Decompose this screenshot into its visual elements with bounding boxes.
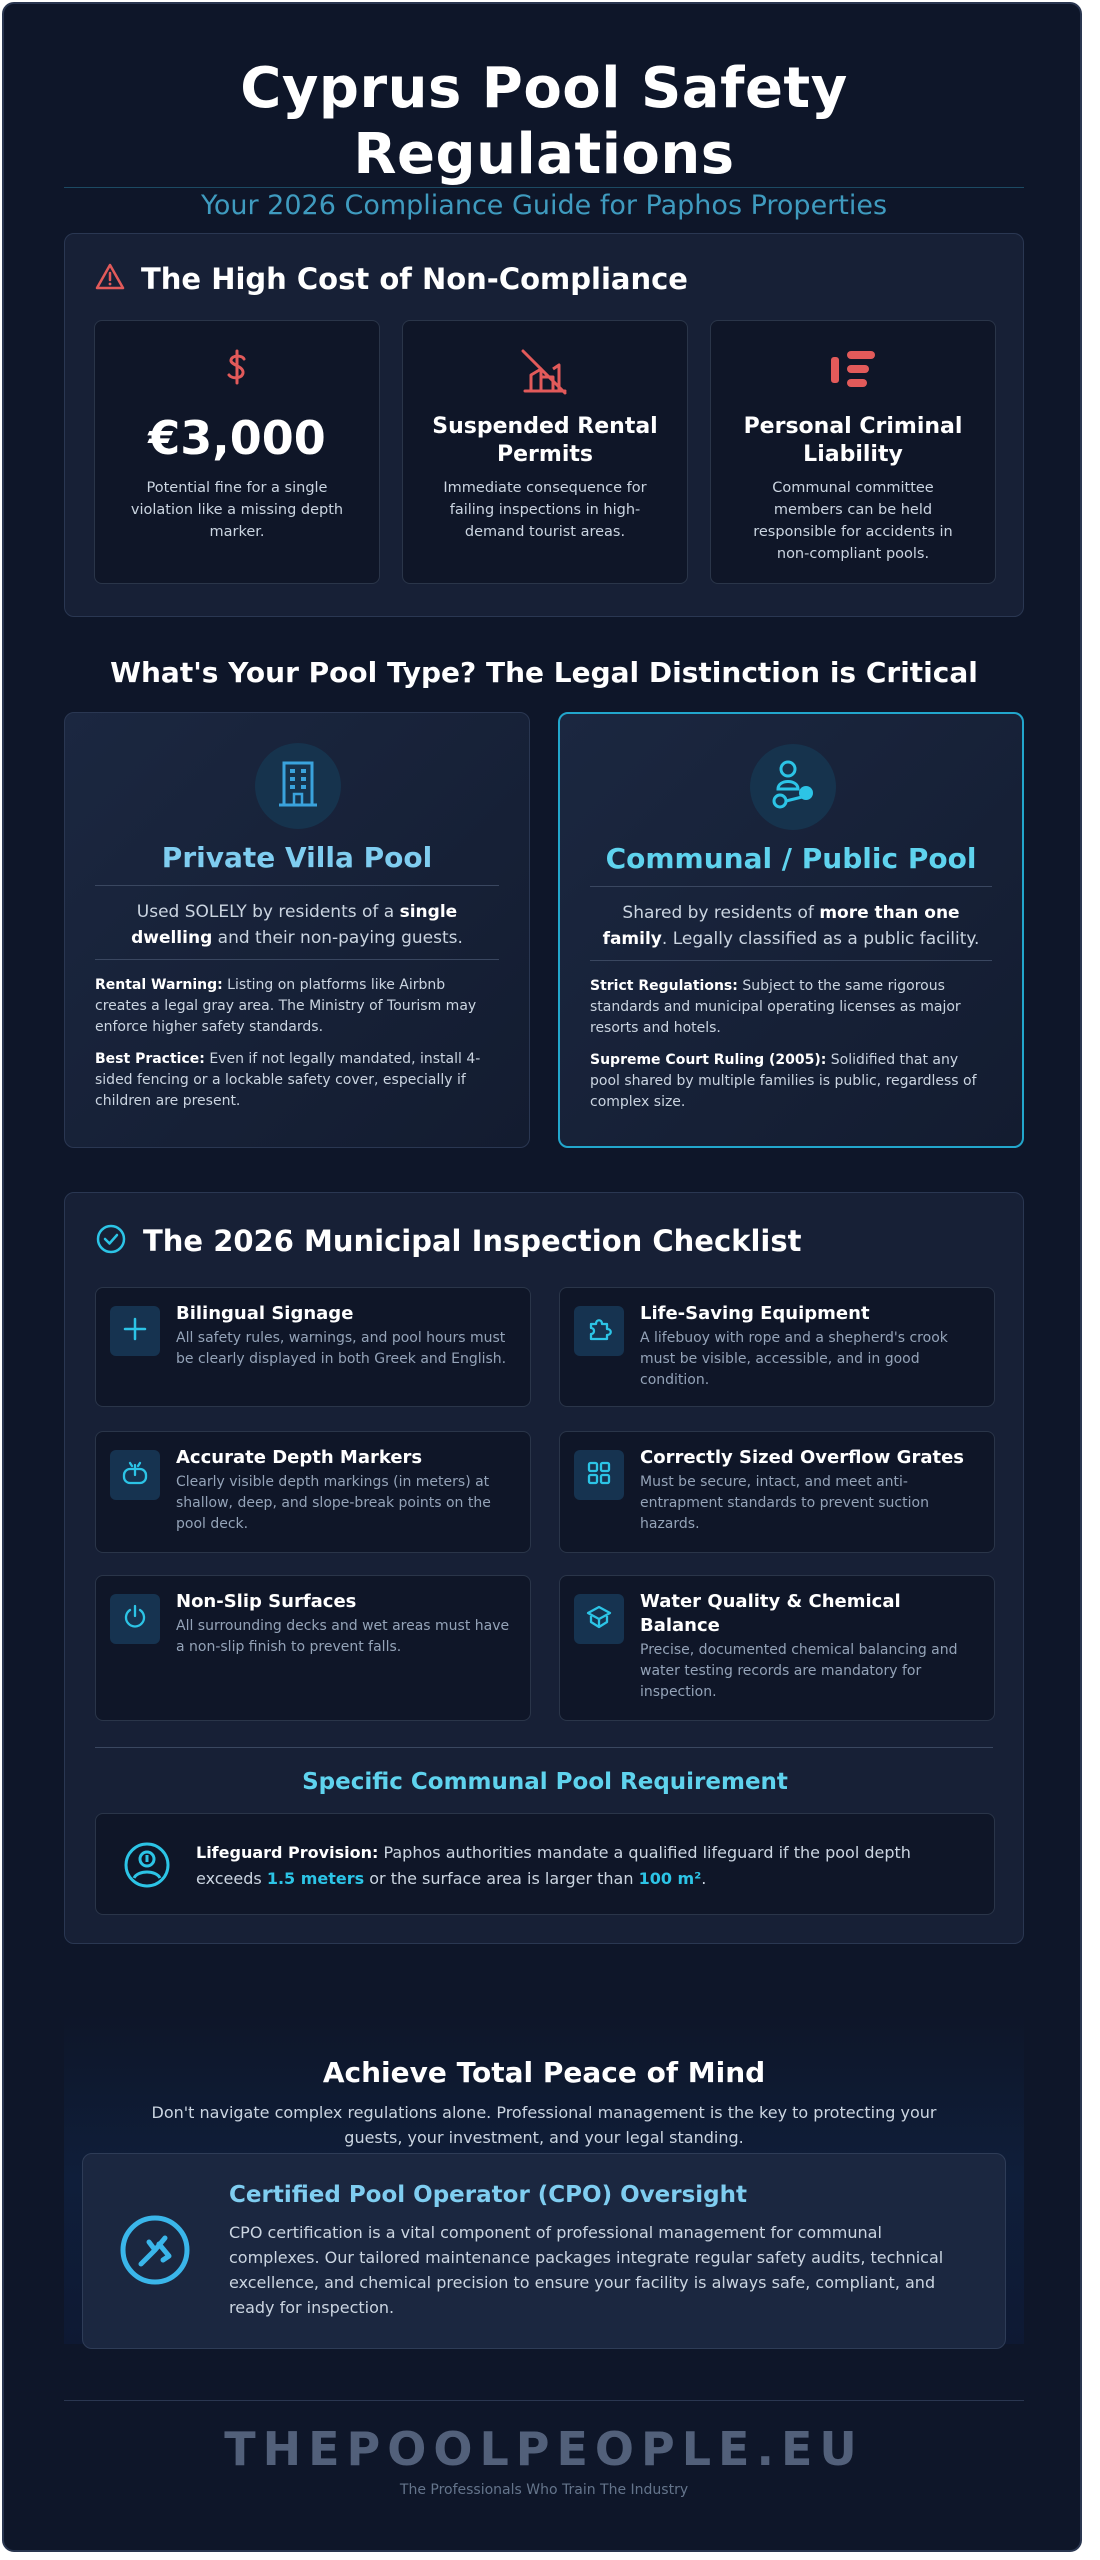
infographic-frame [2, 2, 1082, 2552]
dollar-sign-icon [222, 347, 252, 397]
divider [95, 1747, 993, 1748]
court-ruling-note: Supreme Court Ruling (2005): Solidified that any pool shared by multiple families is public, regardless of complex size. [590, 1052, 977, 1110]
cpo-description: CPO certification is a vital component of professional management for communal complexes. Our tailored maintenance packages integrate regular safety audits, technical excellence, and chemical precision to ensure your facility is always safe, compliant, and ready for inspection. [229, 2223, 944, 2317]
no-swimming-icon [119, 2214, 191, 2290]
check-circle-icon [95, 1223, 127, 1259]
permits-headline: Suspended Rental Permits [432, 414, 658, 467]
checklist-item-overflow-grates [559, 1431, 995, 1553]
puzzle-icon [585, 1315, 613, 1347]
item-description: Precise, documented chemical balancing and water testing records are mandatory for inspection. [640, 1642, 958, 1700]
checklist-item-water-quality [559, 1575, 995, 1721]
private-pool-name: Private Villa Pool [161, 841, 433, 874]
item-description: Clearly visible depth markings (in meters) at shallow, deep, and slope-break points on the pool deck. [176, 1474, 491, 1532]
peace-description: Don't navigate complex regulations alone. Professional management is the key to protecting your guests, your investment, and your legal standing. [151, 2103, 937, 2147]
building-icon [275, 759, 321, 813]
ban-building-icon [519, 347, 571, 397]
item-title: Life-Saving Equipment [640, 1303, 870, 1324]
communal-pool-definition: Shared by residents of more than one family. Legally classified as a public facility. [602, 903, 980, 949]
cost-title-text: The High Cost of Non-Compliance [141, 262, 688, 296]
item-title: Water Quality & Chemical Balance [640, 1591, 901, 1636]
item-description: All surrounding decks and wet areas must have a non-slip finish to prevent falls. [176, 1618, 510, 1655]
grid-icon [586, 1460, 612, 1490]
peace-title: Achieve Total Peace of Mind [322, 2056, 766, 2089]
lifeguard-requirement-box [95, 1813, 995, 1915]
item-title: Accurate Depth Markers [176, 1447, 423, 1468]
communal-pool-name: Communal / Public Pool [605, 842, 977, 875]
footer-divider [64, 2400, 1024, 2401]
pool-type-title: What's Your Pool Type? The Legal Distinction is Critical [110, 656, 978, 689]
checklist-item-non-slip [95, 1575, 531, 1721]
list-icon [827, 347, 879, 397]
cost-card-fine [94, 320, 380, 584]
strict-regulations-note: Strict Regulations: Subject to the same rigorous standards and municipal operating licenses as major resorts and hotels. [590, 978, 961, 1036]
page-subtitle: Your 2026 Compliance Guide for Paphos Properties [200, 190, 888, 221]
brand-tagline: The Professionals Who Train The Industry [399, 2482, 689, 2498]
liability-headline: Personal Criminal Liability [743, 414, 963, 467]
item-description: All safety rules, warnings, and pool hours must be clearly displayed in both Greek and English. [176, 1330, 507, 1367]
cost-card-liability [710, 320, 996, 584]
lifeguard-requirement-text: Lifeguard Provision: Paphos authorities mandate a qualified lifeguard if the pool depth exceeds 1.5 meters or the surface area is larger than 100 m². [196, 1843, 911, 1888]
lifeguard-icon [122, 1840, 172, 1894]
communal-pool-card [558, 712, 1024, 1148]
item-description: Must be secure, intact, and meet anti-entrapment standards to prevent suction hazards. [640, 1474, 929, 1532]
cpo-title: Certified Pool Operator (CPO) Oversight [229, 2182, 748, 2208]
checklist-item-depth-markers [95, 1431, 531, 1553]
cost-section-title [95, 262, 688, 296]
cube-icon [585, 1604, 613, 1634]
rental-warning-note: Rental Warning: Listing on platforms like Airbnb creates a legal gray area. The Ministry of Tourism may enforce higher safety standards. [95, 977, 477, 1035]
checklist-title-text: The 2026 Municipal Inspection Checklist [143, 1224, 802, 1258]
permits-description: Immediate consequence for failing inspections in high-demand tourist areas. [443, 480, 647, 540]
page-title: Cyprus Pool Safety Regulations [240, 56, 848, 187]
fine-amount: €3,000 [148, 411, 326, 465]
header [64, 56, 1024, 221]
header-divider [64, 187, 1024, 188]
item-title: Bilingual Signage [176, 1303, 354, 1324]
pool-icon-circle [255, 743, 341, 829]
people-group-icon [768, 759, 818, 815]
liability-description: Communal committee members can be held responsible for accidents in non-compliant pools. [753, 480, 953, 562]
checklist-panel [64, 1192, 1024, 1944]
checklist-item-equipment [559, 1287, 995, 1407]
plus-icon [122, 1316, 148, 1346]
divider [95, 959, 499, 960]
brand-logo-text: THEPOOLPEOPLE.EU [224, 2422, 864, 2476]
cost-panel [64, 233, 1024, 617]
item-description: A lifebuoy with rope and a shepherd's crook must be visible, accessible, and in good condition. [640, 1330, 948, 1388]
best-practice-note: Best Practice: Even if not legally mandated, install 4-sided fencing or a lockable safety cover, especially if children are present. [95, 1051, 481, 1109]
peace-of-mind-section [64, 2014, 1024, 2344]
divider [95, 885, 499, 886]
private-pool-definition: Used SOLELY by residents of a single dwelling and their non-paying guests. [131, 902, 463, 948]
divider [590, 960, 992, 961]
divider [590, 886, 992, 887]
item-title: Correctly Sized Overflow Grates [640, 1447, 964, 1468]
item-title: Non-Slip Surfaces [176, 1591, 357, 1612]
communal-requirement-title: Specific Communal Pool Requirement [302, 1769, 788, 1795]
fine-description: Potential fine for a single violation like a missing depth marker. [130, 480, 344, 540]
warning-triangle-icon [95, 263, 125, 295]
private-pool-card [64, 712, 530, 1148]
checklist-section-title [95, 1223, 801, 1259]
checklist-item-signage [95, 1287, 531, 1407]
power-icon [122, 1604, 148, 1634]
pool-icon-circle [750, 744, 836, 830]
cpo-card [82, 2153, 1006, 2349]
cost-card-permits [402, 320, 688, 584]
gauge-icon [120, 1459, 150, 1491]
